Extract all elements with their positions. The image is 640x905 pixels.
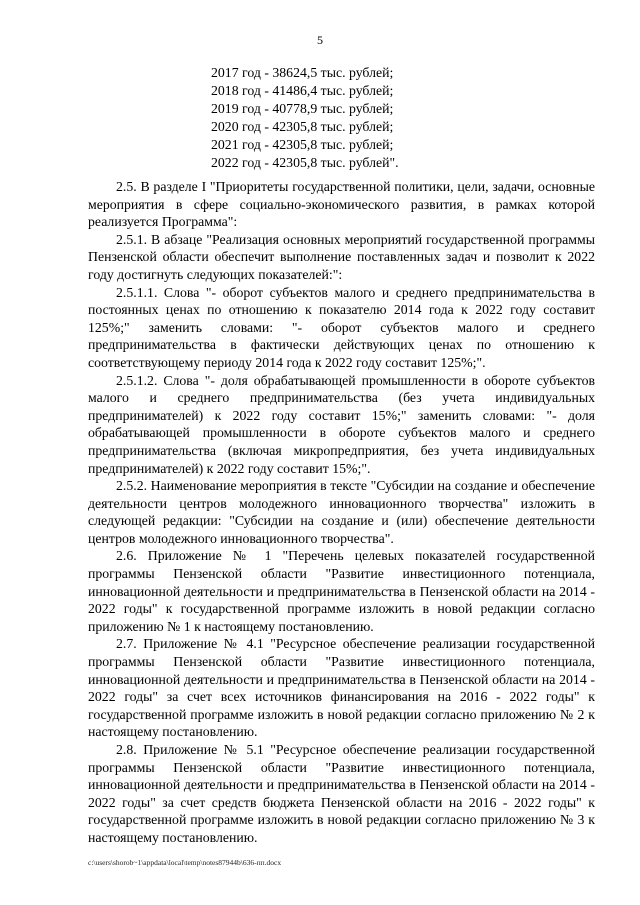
paragraph-2-5-1-1: 2.5.1.1. Слова "- оборот субъектов малого и среднего предпринимательства в постоянных ценах по отношению к показателю 2014 года к 2022 году составит 125%;" заменить словами: "- оборот субъектов малого и среднего предпринимательства в фактически действующих ценах по отношению к соответствующему периоду 2014 года к 2022 году составит 125%;". xyxy=(88,284,595,370)
year-line-2019: 2019 год - 40778,9 тыс. рублей; xyxy=(211,101,394,116)
document-body xyxy=(88,178,595,847)
year-line-2021: 2021 год - 42305,8 тыс. рублей; xyxy=(211,137,394,152)
paragraph-2-5-1-2: 2.5.1.2. Слова "- доля обрабатывающей промышленности в обороте субъектов малого и среднего предпринимательства (без учета индивидуальных предпринимателей) к 2022 году составит 15%;" заменить словами: "- доля обрабатывающей промышленности в обороте субъектов малого и среднего предпринимательства (включая микропредприятия, без учета индивидуальных предпринимателей) к 2022 году составит 15%;". xyxy=(88,372,595,476)
year-line-2022: 2022 год - 42305,8 тыс. рублей". xyxy=(211,155,399,170)
paragraph-2-5-1: 2.5.1. В абзаце "Реализация основных мероприятий государственной программы Пензенской области обеспечит выполнение поставленных задач и позволит к 2022 году достигнуть следующих показателей:": xyxy=(88,231,595,282)
paragraph-2-6: 2.6. Приложение № 1 "Перечень целевых показателей государственной программы Пензенской области "Развитие инвестиционного потенциала, инновационной деятельности и предпринимательства в Пензенской области на 2014 - 2022 годы" к государственной программе изложить в новой редакции согласно приложению № 1 к настоящему постановлению. xyxy=(88,548,595,634)
paragraph-2-5: 2.5. В разделе I "Приоритеты государственной политики, цели, задачи, основные мероприятия в сфере социально-экономического развития, в рамках которой реализуется Программа": xyxy=(88,179,595,230)
year-line-2020: 2020 год - 42305,8 тыс. рублей; xyxy=(211,119,394,134)
year-line-2017: 2017 год - 38624,5 тыс. рублей; xyxy=(211,65,394,80)
paragraph-2-8: 2.8. Приложение № 5.1 "Ресурсное обеспечение реализации государственной программы Пензенской области "Развитие инвестиционного потенциала, инновационной деятельности и предпринимательства в Пензенской области на 2014 - 2022 годы" за счет средств бюджета Пензенской области на 2016 - 2022 годы" к государственной программе изложить в новой редакции согласно приложению № 3 к настоящему постановлению. xyxy=(88,742,595,845)
funding-by-year-list xyxy=(211,64,399,172)
paragraph-2-7: 2.7. Приложение № 4.1 "Ресурсное обеспечение реализации государственной программы Пензенской области "Развитие инвестиционного потенциала, инновационной деятельности и предпринимательства в Пензенской области на 2014 - 2022 годы" за счет всех источников финансирования на 2016 - 2022 годы" к государственной программе изложить в новой редакции согласно приложению № 2 к настоящему постановлению. xyxy=(88,636,595,740)
page-number: 5 xyxy=(317,33,323,47)
footer-file-path: c:\users\shorob~1\appdata\local\temp\notes87944b\636-пп.docx xyxy=(88,858,282,867)
paragraph-2-5-2: 2.5.2. Наименование мероприятия в тексте "Субсидии на создание и обеспечение деятельности центров молодежного инновационного творчества" изложить в следующей редакции: "Субсидии на создание и (или) обеспечение деятельности центров молодежного инновационного творчества". xyxy=(88,478,595,546)
year-line-2018: 2018 год - 41486,4 тыс. рублей; xyxy=(211,83,394,98)
